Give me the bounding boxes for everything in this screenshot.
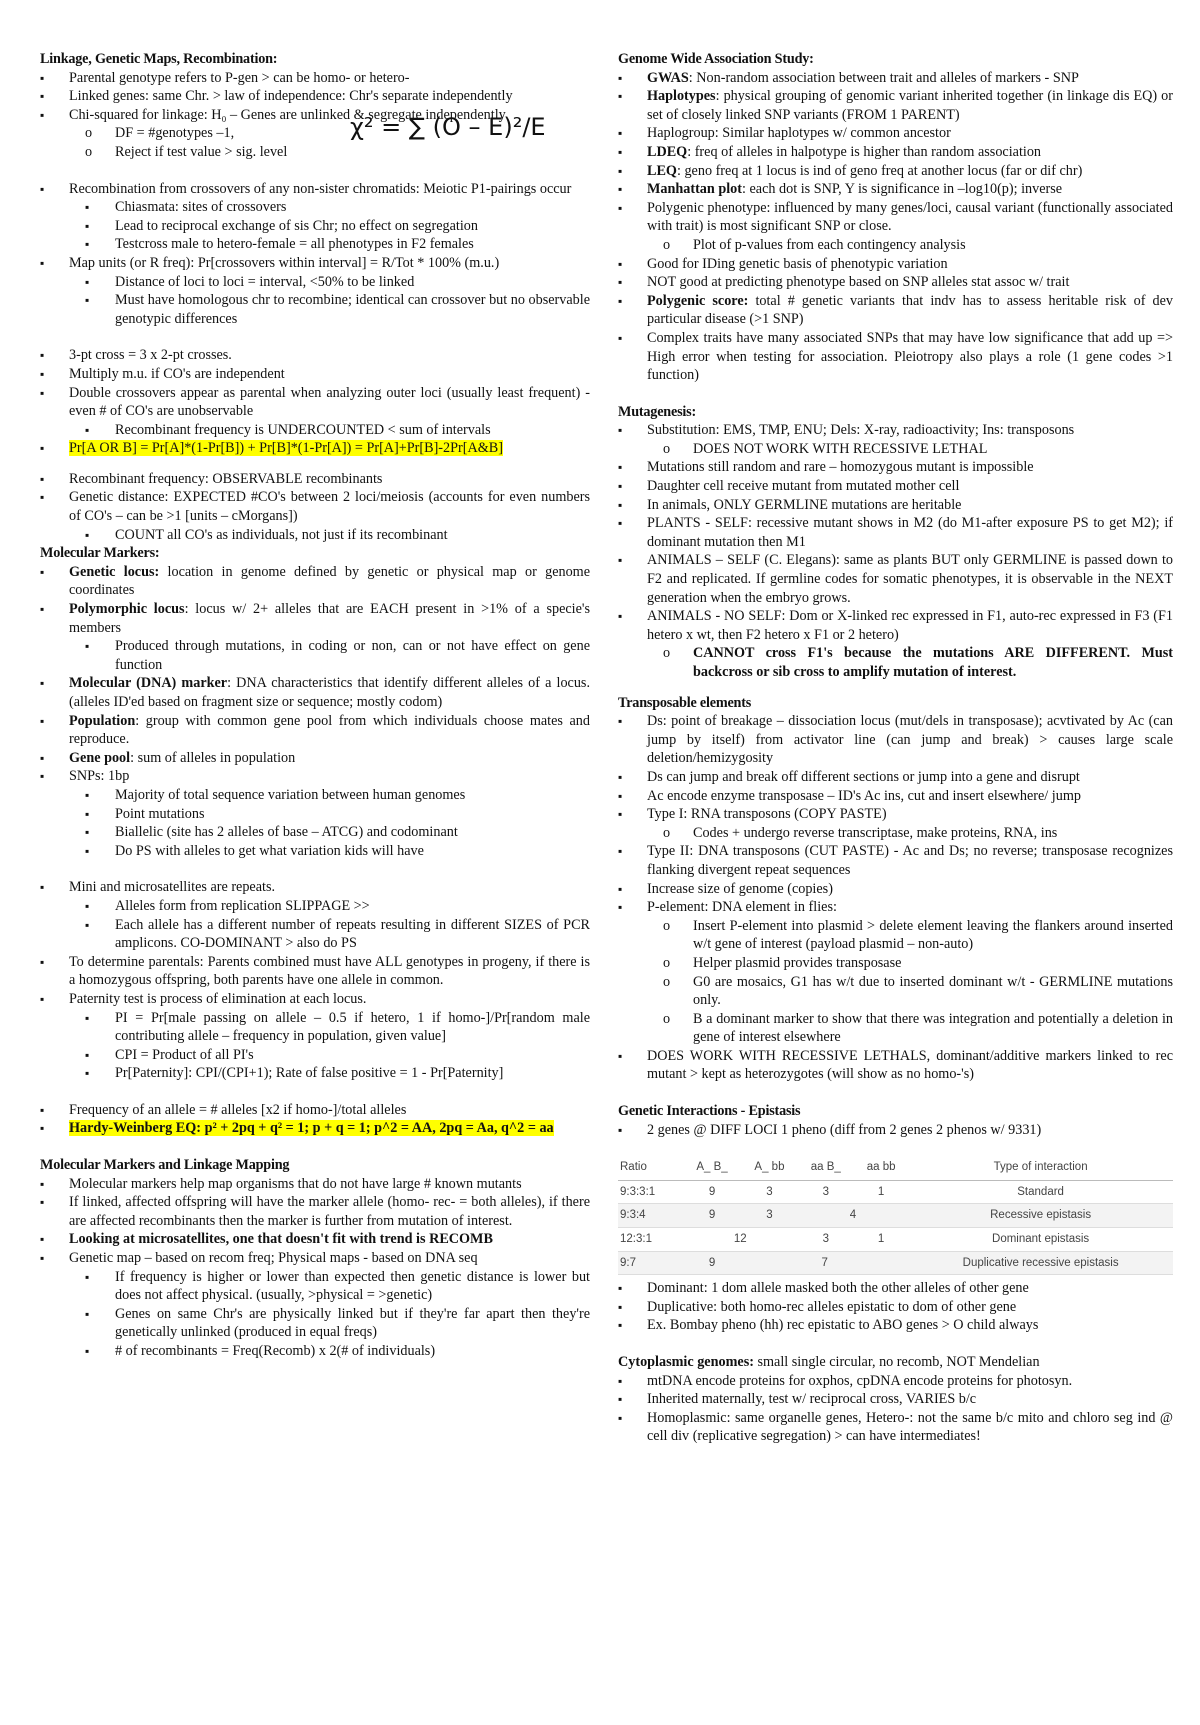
table-cell: 9:3:3:1: [618, 1180, 683, 1204]
list-item: ▪ PI = Pr[male passing on allele – 0.5 if hetero, 1 if homo-]/Pr[random male contributing allele – frequency in population, given value]: [40, 1009, 590, 1046]
table-cell: Recessive epistasis: [908, 1204, 1173, 1228]
list-item: ▪ To determine parentals: Parents combined must have ALL genotypes in progeny, if there is a homozygous offspring, both parents have one allele in common.: [40, 953, 590, 990]
table-cell: 3: [798, 1180, 854, 1204]
section-title-mutagenesis: Mutagenesis:: [618, 403, 696, 420]
list-item: ▪ Frequency of an allele = # alleles [x2 if homo-]/total alleles: [40, 1101, 590, 1120]
list-item: ▪ Mutations still random and rare – homozygous mutant is impossible: [618, 458, 1173, 477]
definition: : each dot is SNP, Y is significance in –log10(p); inverse: [742, 181, 1063, 198]
mutagenesis-list: [618, 421, 1173, 681]
table-header-row: [618, 1155, 1173, 1180]
list-item: ▪ Pr[Paternity]: CPI/(CPI+1); Rate of false positive = 1 - Pr[Paternity]: [40, 1064, 590, 1083]
section-title-linkage: Linkage, Genetic Maps, Recombination:: [40, 51, 278, 67]
list-item: ▪ Good for IDing genetic basis of phenotypic variation: [618, 255, 1173, 274]
list-item: ▪ PLANTS - SELF: recessive mutant shows in M2 (do M1-after exposure PS to get M2); if dominant mutation then M1: [618, 514, 1173, 551]
list-item: ▪ Ex. Bombay pheno (hh) rec epistatic to ABO genes > O child always: [618, 1316, 1173, 1335]
table-cell: 1: [854, 1180, 908, 1204]
list-item: ▪ Chiasmata: sites of crossovers: [40, 198, 590, 217]
markers-list-2: [40, 878, 590, 1083]
definition: : freq of alleles in halpotype is higher than random association: [687, 143, 1042, 160]
list-item: ▪ mtDNA encode proteins for oxphos, cpDNA encode proteins for photosyn.: [618, 1372, 1173, 1391]
term: Gene pool: [69, 749, 131, 766]
list-item: ▪ Genetic distance: EXPECTED #CO's between 2 loci/meiosis (accounts for even numbers of CO's – can be >1 [units – cMorgans]): [40, 488, 590, 525]
epistasis-table-wrap: [618, 1155, 1173, 1275]
list-item: o B a dominant marker to show that there was integration and potentially a deletion in gene of interest elsewhere: [618, 1010, 1173, 1047]
list-item: [40, 1119, 590, 1138]
list-item: ▪ Lead to reciprocal exchange of sis Chr; no effect on segregation: [40, 217, 590, 236]
list-item: [40, 674, 590, 711]
table-cell: 12: [683, 1228, 798, 1252]
list-item: ▪ Inherited maternally, test w/ reciprocal cross, VARIES b/c: [618, 1390, 1173, 1409]
table-cell: 7: [741, 1251, 908, 1275]
definition: location in genome defined by genetic or physical map or genome coordinates: [69, 563, 591, 599]
list-item: [40, 439, 590, 458]
list-item: ▪ Molecular markers help map organisms that do not have large # known mutants: [40, 1175, 590, 1194]
term: Genetic locus:: [69, 563, 160, 580]
list-item: ▪ Haplogroup: Similar haplotypes w/ common ancestor: [618, 124, 1173, 143]
term: Cytoplasmic genomes:: [618, 1354, 754, 1370]
table-header: Ratio: [618, 1155, 683, 1180]
term: Polygenic score:: [647, 292, 749, 309]
right-column: [618, 50, 1173, 1446]
left-column: [40, 50, 590, 1361]
list-item: ▪ Type I: RNA transposons (COPY PASTE): [618, 805, 1173, 824]
list-item: ▪ # of recombinants = Freq(Recomb) x 2(# of individuals): [40, 1342, 590, 1361]
list-item: [40, 712, 590, 749]
section-title-epistasis: Genetic Interactions - Epistasis: [618, 1103, 801, 1120]
list-item: ▪ Recombinant frequency is UNDERCOUNTED < sum of intervals: [40, 421, 590, 440]
list-item: o Plot of p-values from each contingency analysis: [618, 236, 1173, 255]
table-row: [618, 1204, 1173, 1228]
section-title-linkage-mapping: Molecular Markers and Linkage Mapping: [40, 1157, 290, 1174]
list-item: ▪ Dominant: 1 dom allele masked both the other alleles of other gene: [618, 1279, 1173, 1298]
list-item: ▪ Type II: DNA transposons (CUT PASTE) - Ac and Ds; no reverse; transposase recognizes flanking divergent repeat sequences: [618, 842, 1173, 879]
transposable-list: [618, 712, 1173, 1084]
table-cell: 1: [854, 1228, 908, 1252]
list-item: [618, 87, 1173, 124]
term: Polymorphic locus: [69, 601, 185, 618]
list-item: ▪ Duplicative: both homo-rec alleles epistatic to dom of other gene: [618, 1298, 1173, 1317]
formula-text: χ² = ∑ (O – E)²/E: [350, 113, 546, 142]
linkage-list-2: [40, 180, 590, 329]
markers-list: [40, 563, 590, 861]
cytoplasmic-list: [618, 1372, 1173, 1446]
term: LEQ: [647, 162, 677, 179]
epistasis-list: [618, 1121, 1173, 1140]
table-cell: 12:3:1: [618, 1228, 683, 1252]
table-cell: 3: [741, 1204, 797, 1228]
table-cell: 9:7: [618, 1251, 683, 1275]
list-item: ▪ Biallelic (site has 2 alleles of base – ATCG) and codominant: [40, 823, 590, 842]
list-item: ▪ If linked, affected offspring will have the marker allele (homo- rec- = both alleles), if there are affected recombinants then the marker is further from mutation of interest.: [40, 1193, 590, 1230]
list-item: ▪ Distance of loci to loci = interval, <50% to be linked: [40, 273, 590, 292]
section-title-molecular-markers: Molecular Markers:: [40, 545, 160, 562]
epistasis-list-2: [618, 1279, 1173, 1335]
list-item: o DOES NOT WORK WITH RECESSIVE LETHAL: [618, 440, 1173, 459]
list-item: ▪ If frequency is higher or lower than expected then genetic distance is lower but does not affect physical. (usually, >physical = >genetic): [40, 1268, 590, 1305]
list-item: ▪ CPI = Product of all PI's: [40, 1046, 590, 1065]
list-item: ▪ Map units (or R freq): Pr[crossovers within interval] = R/Tot * 100% (m.u.): [40, 254, 590, 273]
list-item: [40, 1230, 590, 1249]
bold-text: CANNOT cross F1's because the mutations ARE DIFFERENT. Must backcross or sib cross to amplify mutation of interest.: [693, 645, 1173, 680]
list-item: ▪ Linked genes: same Chr. > law of independence: Chr's separate independently: [40, 87, 590, 106]
mapping-list: [40, 1175, 590, 1361]
list-item: ▪ Paternity test is process of elimination at each locus.: [40, 990, 590, 1009]
table-header: A_ B_: [683, 1155, 741, 1180]
linkage-list-3: [40, 346, 590, 458]
definition: : geno freq at 1 locus is ind of geno freq at another locus (far or dif chr): [676, 162, 1083, 179]
table-row: [618, 1180, 1173, 1204]
term: LDEQ: [647, 143, 688, 160]
list-item: ▪ NOT good at predicting phenotype based on SNP alleles stat assoc w/ trait: [618, 273, 1173, 292]
table-cell: 9: [683, 1251, 741, 1275]
list-item: [618, 644, 1173, 681]
list-item: ▪ DOES WORK WITH RECESSIVE LETHALS, dominant/additive markers linked to rec mutant > kept as heterozygotes (will show as no homo-'s): [618, 1047, 1173, 1084]
list-item: [40, 563, 590, 600]
list-item: ▪ 3-pt cross = 3 x 2-pt crosses.: [40, 346, 590, 365]
list-item: ▪ Double crossovers appear as parental when analyzing outer loci (usually least frequent) - even # of CO's are unobservable: [40, 384, 590, 421]
list-item: [618, 69, 1173, 88]
table-cell: 9:3:4: [618, 1204, 683, 1228]
list-item: ▪ Complex traits have many associated SNPs that may have low significance that add up => High error when testing for association. Pleiotropy also plays a role (1 gene codes >1 function): [618, 329, 1173, 385]
list-item: o Codes + undergo reverse transcriptase, make proteins, RNA, ins: [618, 824, 1173, 843]
definition: : sum of alleles in population: [130, 749, 296, 766]
list-item: [40, 749, 590, 768]
list-item: [618, 162, 1173, 181]
table-cell: 9: [683, 1204, 741, 1228]
term: Manhattan plot: [647, 181, 742, 198]
definition: small single circular, no recomb, NOT Mendelian: [753, 1354, 1040, 1370]
section-title-transposable: Transposable elements: [618, 694, 752, 711]
epistasis-table: [618, 1155, 1173, 1275]
list-item: ▪ Substitution: EMS, TMP, ENU; Dels: X-ray, radioactivity; Ins: transposons: [618, 421, 1173, 440]
linkage-list-4: [40, 470, 590, 544]
list-item: ▪ COUNT all CO's as individuals, not just if its recombinant: [40, 526, 590, 545]
table-header: A_ bb: [741, 1155, 797, 1180]
list-item: ▪ Ds can jump and break off different sections or jump into a gene and disrupt: [618, 768, 1173, 787]
table-cell: 3: [741, 1180, 797, 1204]
table-cell: 4: [798, 1204, 909, 1228]
list-item: [40, 600, 590, 637]
df-text: DF = #genotypes –1,: [115, 125, 235, 142]
list-item: ▪ Ds: point of breakage – dissociation locus (mut/dels in transposase); acvtivated by Ac (can jump by itself) from activator line (can jump and break) > causes large scale deletion/hemizygosity: [618, 712, 1173, 768]
definition: : Non-random association between trait and alleles of markers - SNP: [688, 69, 1079, 86]
table-cell: 9: [683, 1180, 741, 1204]
term: Haplotypes: [647, 88, 716, 105]
highlighted-text: Pr[A OR B] = Pr[A]*(1-Pr[B]) + Pr[B]*(1-Pr[A]) = Pr[A]+Pr[B]-2Pr[A&B]: [69, 440, 503, 457]
table-cell: Standard: [908, 1180, 1173, 1204]
list-item: [618, 143, 1173, 162]
term: Molecular (DNA) marker: [69, 675, 228, 692]
definition: total # genetic variants that indv has to assess heritable risk of dev particular disease (>1 SNP): [647, 292, 1173, 328]
list-item: ▪ Produced through mutations, in coding or non, can or not have effect on gene function: [40, 637, 590, 674]
list-item: o Helper plasmid provides transposase: [618, 954, 1173, 973]
term: GWAS: [647, 69, 689, 86]
list-item: ▪ 2 genes @ DIFF LOCI 1 pheno (diff from 2 genes 2 phenos w/ 9331): [618, 1121, 1173, 1140]
list-item: ▪ Genetic map – based on recom freq; Physical maps - based on DNA seq: [40, 1249, 590, 1268]
list-item: ▪ Chi-squared for linkage: H₀ – Genes are unlinked & segregate independently: [40, 106, 590, 125]
definition: : locus w/ 2+ alleles that are EACH present in >1% of a specie's members: [69, 601, 590, 636]
list-item: ▪ Do PS with alleles to get what variation kids will have: [40, 842, 590, 861]
list-item: ▪ Polygenic phenotype: influenced by many genes/loci, causal variant (functionally associated with trait) is most significant SNP or close.: [618, 199, 1173, 236]
gwas-list: [618, 69, 1173, 385]
table-header: aa B_: [798, 1155, 854, 1180]
section-title-gwas: Genome Wide Association Study:: [618, 51, 814, 67]
list-item: ▪ P-element: DNA element in flies:: [618, 898, 1173, 917]
table-row: [618, 1228, 1173, 1252]
list-item: ▪ Multiply m.u. if CO's are independent: [40, 365, 590, 384]
table-header: aa bb: [854, 1155, 908, 1180]
list-item: ▪ Homoplasmic: same organelle genes, Hetero-: not the same b/c mito and chloro seg ind @ cell div (replicative segregation) > can have intermediates!: [618, 1409, 1173, 1446]
list-item: ▪ Alleles form from replication SLIPPAGE >>: [40, 897, 590, 916]
table-cell: 3: [798, 1228, 854, 1252]
list-item: ▪ Daughter cell receive mutant from mutated mother cell: [618, 477, 1173, 496]
list-item: ▪ ANIMALS - NO SELF: Dom or X-linked rec expressed in F1, auto-rec expressed in F3 (F1 hetero x wt, then F2 hetero x F1 or 2 hetero): [618, 607, 1173, 644]
chi-square-formula: [350, 113, 546, 142]
list-item: ▪ Increase size of genome (copies): [618, 880, 1173, 899]
list-item: ▪ Ac encode enzyme transposase – ID's Ac ins, cut and insert elsewhere/ jump: [618, 787, 1173, 806]
list-item: ▪ Recombination from crossovers of any non-sister chromatids: Meiotic P1-pairings occur: [40, 180, 590, 199]
table-cell: Dominant epistasis: [908, 1228, 1173, 1252]
list-item: ▪ Genes on same Chr's are physically linked but if they're far apart then they're genetically unlinked (produced in equal freqs): [40, 1305, 590, 1342]
list-item: o G0 are mosaics, G1 has w/t due to inserted dominant w/t - GERMLINE mutations only.: [618, 973, 1173, 1010]
bold-text: Looking at microsatellites, one that doesn't fit with trend is RECOMB: [69, 1231, 493, 1248]
definition: : group with common gene pool from which individuals choose mates and reproduce.: [69, 712, 590, 748]
list-item: ▪ In animals, ONLY GERMLINE mutations are heritable: [618, 496, 1173, 515]
list-item: [618, 292, 1173, 329]
list-item: [618, 180, 1173, 199]
list-item: ▪ Testcross male to hetero-female = all phenotypes in F2 females: [40, 235, 590, 254]
definition: : physical grouping of genomic variant inherited together (in linkage dis EQ) or set of closely linked SNP variants (FROM 1 PARENT): [647, 88, 1173, 123]
linkage-list: [40, 69, 590, 162]
list-item: ▪ SNPs: 1bp: [40, 767, 590, 786]
list-item: o Insert P-element into plasmid > delete element leaving the flankers around inserted w/t gene of interest (payload plasmid – non-auto): [618, 917, 1173, 954]
list-item: o Reject if test value > sig. level: [40, 143, 590, 162]
list-item: ▪ Must have homologous chr to recombine; identical can crossover but no observable genotypic differences: [40, 291, 590, 328]
list-item: ▪ Recombinant frequency: OBSERVABLE recombinants: [40, 470, 590, 489]
highlighted-text: Hardy-Weinberg EQ: p² + 2pq + q² = 1; p + q = 1; p^2 = AA, 2pq = Aa, q^2 = aa: [69, 1120, 554, 1137]
table-row: [618, 1251, 1173, 1275]
list-item: ▪ Parental genotype refers to P-gen > can be homo- or hetero-: [40, 69, 590, 88]
list-item: ▪ Each allele has a different number of repeats resulting in different SIZES of PCR amplicons. CO-DOMINANT > also do PS: [40, 916, 590, 953]
term: Population: [69, 712, 136, 729]
markers-list-3: [40, 1101, 590, 1138]
table-cell: Duplicative recessive epistasis: [908, 1251, 1173, 1275]
section-title-cytoplasmic: [618, 1353, 1173, 1372]
list-item: ▪ Majority of total sequence variation between human genomes: [40, 786, 590, 805]
list-item: ▪ Mini and microsatellites are repeats.: [40, 878, 590, 897]
table-header: Type of interaction: [908, 1155, 1173, 1180]
list-item: ▪ Point mutations: [40, 805, 590, 824]
list-item: ▪ ANIMALS – SELF (C. Elegans): same as plants BUT only GERMLINE is passed down to F2 and replicated. If germline codes for somatic phenotypes, it is observable in the NEXT generation when the embryo grows.: [618, 551, 1173, 607]
definition: : DNA characteristics that identify different alleles of a locus. (alleles ID'ed based on fragment size or sequence; mostly codom): [69, 675, 590, 710]
